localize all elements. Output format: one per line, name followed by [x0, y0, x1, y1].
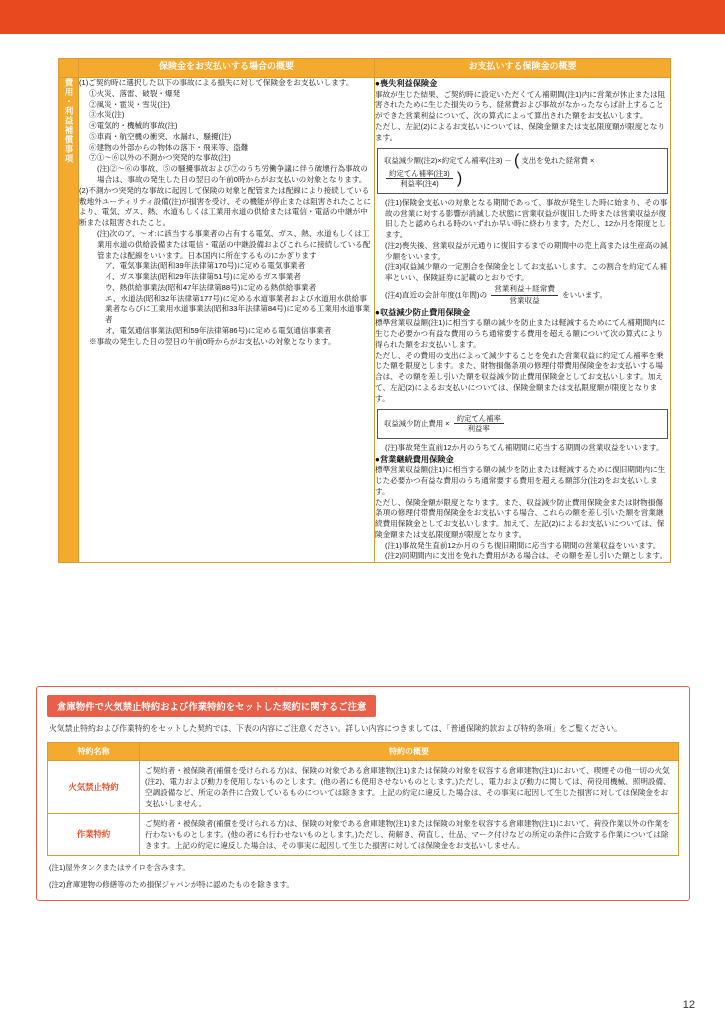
- table-corner-cell: [59, 59, 79, 78]
- benefit-heading-loss-prevention: ●収益減少防止費用保険金: [375, 307, 471, 317]
- coverage-table: [58, 58, 671, 563]
- notice-title: 倉庫物件で火気禁止特約および作業特約をセットした契約に関するご注意: [47, 695, 376, 717]
- benefit-note: (注2)同期間内に支出を免れた費用がある場合は、その額を差し引いた額とします。: [385, 551, 668, 561]
- case-note-asterisk: ※事故の発生した日の翌日の午前0時からがお支払いの対象となります。: [89, 336, 336, 346]
- clause-name-fire-prohibition: 火気禁止特約: [48, 760, 140, 813]
- benefit-note: (注1)事故発生直前12か月のうち復旧期間に応当する期間の営業収益をいいます。: [385, 540, 661, 550]
- case-item: ⑤車両・航空機の衝突、水漏れ、騒擾(注): [89, 131, 232, 141]
- formula-times: ×: [589, 155, 595, 165]
- benefit-paragraph: ただし、その費用の支出によって減少することを免れた営業収益に約定てん補率を乗じた額を限度とします。また、財物損傷条項の修理付帯費用保険金をお支払いする場合は、その額を差し引いた額を収益減少防止費用保険金としてお支払いします。加えて、左記(2)によるお支払いについては、保険金額または支払限度額が限度となります。: [375, 350, 664, 403]
- column-header-clause-desc: 特約の概要: [140, 742, 679, 760]
- table-row: [48, 760, 679, 813]
- formula-lost-profit: [377, 148, 668, 194]
- case-item: ①火災、落雷、破裂・爆発: [89, 88, 181, 98]
- case-note-sub: エ、水道法(昭和32年法律第177号)に定める水道事業者および水道用水供給事業者ならびに工業用水道事業法(昭和33年法律第84号)に定める工業用水道事業者: [105, 293, 370, 325]
- note-fraction: [491, 284, 558, 307]
- benefit-paragraph: ただし、左記(2)によるお支払いについては、保険金額または支払限度額が限度となります。: [375, 121, 666, 142]
- formula-lead: 収益減少防止費用 ×: [384, 418, 450, 428]
- page-top-accent-bar: [0, 0, 725, 34]
- formula-minus: －: [504, 155, 512, 165]
- formula-inner-left: 支出を免れた経常費: [521, 155, 588, 165]
- benefit-paragraph: 事故が生じた結果、ご契約時に設定いただくてん補期間(注1)内に営業が休止または阻害されたために生じた損失のうち、経常費および事故がなかったならば計上することができた営業利益について、次の算式によって算出された額をお支払いします。: [375, 89, 666, 121]
- case-item: ⑦①～⑥以外の不測かつ突発的な事故(注): [89, 153, 231, 163]
- page-top-accent-block: [0, 0, 38, 34]
- clause-desc-fire-prohibition: ご契約者・被保険者(補償を受けられる方)は、保険の対象である倉庫建物(注1)または保険の対象を収容する倉庫建物(注1)において、喫煙その他一切の火気(注2)、電力および動力を使用しないものとします。(他の者にも使用させないものとします。)ただし、電力および動力に関しては、荷役用機械、照明設備、空調設備など、所定の条件に合致しているものについては除きます。上記の約定に違反した場合は、その事実に起因して生じた損害に対しては保険金をお支払いしません。: [140, 760, 679, 813]
- benefit-paragraph: ただし、保険金額が限度となります。また、収益減少防止費用保険金または財物損傷条項の修理付帯費用保険金をお支払いする場合、これらの額を差し引いた額を営業継続費用保険金としてお支払いします。加えて、左記(2)によるお支払いについては、保険金額または支払限度額が限度となります。: [375, 497, 665, 539]
- benefit-heading-business-continuation: ●営業継続費用保険金: [375, 454, 454, 464]
- payment-amount-cell: [375, 78, 671, 563]
- clause-name-work-clause: 作業特約: [48, 813, 140, 855]
- table-row: [48, 813, 679, 855]
- column-header-payment-cases: 保険金をお支払いする場合の概要: [79, 59, 375, 78]
- coverage-table-body-row: [59, 78, 671, 563]
- special-clause-header-row: [48, 742, 679, 760]
- case-note-sub: オ、電気通信事業法(昭和59年法律第86号)に定める電気通信事業者: [105, 325, 332, 335]
- formula-paren-close: ): [456, 169, 463, 187]
- formula-fraction-denominator: 利益率: [467, 424, 490, 434]
- formula-fraction: [454, 414, 504, 434]
- formula-fraction-numerator: 約定てん補率: [454, 414, 504, 425]
- benefit-note: (注)事故発生直前12か月のうちてん補期間に応当する期間の営業収益をいいます。: [385, 442, 664, 452]
- column-header-clause-name: 特約名称: [48, 742, 140, 760]
- formula-lead: 収益減少額(注2)×約定てん補率(注3): [384, 155, 503, 165]
- case-item: ②風災・雹災・雪災(注): [89, 99, 170, 109]
- section-side-label-text: 費用・利益補償事項: [64, 78, 74, 164]
- case-item: (1)ご契約時に選択した以下の事故による損失に対して保険金をお支払いします。: [79, 78, 354, 87]
- notice-footnote: (注1)屋外タンクまたはサイロを含みます。: [49, 862, 190, 872]
- payment-cases-cell: [79, 78, 375, 563]
- section-side-label: [59, 78, 79, 563]
- benefit-note-with-formula: [375, 284, 670, 307]
- case-note-sub: ア、電気事業法(昭和39年法律第170号)に定める電気事業者: [105, 261, 306, 271]
- note-fraction-numerator: 営業利益＋経常費: [491, 284, 558, 296]
- notice-footnote: (注2)倉庫建物の修繕等のため損保ジャパンが特に認めたものを除きます。: [49, 880, 294, 890]
- case-item: ③水災(注): [89, 110, 125, 120]
- clause-desc-work-clause: ご契約者・被保険者(補償を受けられる方)は、保険の対象である倉庫建物(注1)または保険の対象を収容する倉庫建物(注1)において、荷役作業以外の作業を行わないものとします。(他の者にも行わせないものとします。)ただし、荷解き、荷直し、仕品、マーク付けなどの所定の条件に合致する作業については除きます。上記の約定に違反した場合は、その事実に起因して生じた損害に対しては保険金をお支払いしません。: [140, 813, 679, 855]
- case-note-sub: ウ、熱供給事業法(昭和47年法律第88号)に定める熱供給事業者: [105, 282, 317, 292]
- case-item: ⑥建物の外部からの物体の落下・飛来等、盗難: [89, 142, 249, 152]
- benefit-note-text: (注4)直近の会計年度(1年間)の: [385, 290, 488, 300]
- benefit-paragraph: 標準営業収益額(注1)に相当する額の減少を防止または軽減するためにてん補期間内に生じた必要かつ有益な費用のうち通常要する費用を超える額について次の算式により得られた額をお支払いします。: [375, 318, 666, 349]
- case-note: (注)②～⑥の事故、⑤の騒擾事故および⑦のうち労働争議に伴う破壊行為事故の場合は、事故の発生した日の翌日の午前0時からがお支払いの対象となります。: [97, 164, 368, 185]
- special-clause-table: [47, 742, 679, 856]
- formula-fraction-numerator: 約定てん補率(注3): [386, 169, 453, 180]
- formula-loss-prevention: [377, 409, 668, 439]
- case-note-sub: イ、ガス事業法(昭和29年法律第51号)に定めるガス事業者: [105, 272, 301, 282]
- note-fraction-tail: をいいます。: [562, 290, 608, 300]
- benefit-note: (注2)喪失後、営業収益が元通りに復旧するまでの期間中の売上高または生産高の減少額をいいます。: [385, 240, 668, 261]
- formula-paren-open: (: [514, 151, 520, 169]
- formula-fraction: [386, 169, 453, 189]
- page-number: 12: [682, 999, 695, 1011]
- benefit-note: (注3)収益減少額の一定割合を保険金としてお支払いします。この割合を約定てん補率といい、保険証券に記載のとおりです。: [385, 262, 668, 283]
- column-header-payment-amount: お支払いする保険金の概要: [375, 59, 671, 78]
- case-item: (2)不測かつ突発的な事故に起因して保険の対象と配管または配線により接続している敷地外ユーティリティ設備(注)が損害を受け、その機能が停止または阻害されたことにより、電気、ガス、熱、水道もしくは工業用水道の供給または電信・電話の中継が中断または阻害されたこと。: [79, 185, 371, 228]
- coverage-table-header-row: [59, 59, 671, 78]
- benefit-note: (注1)保険金支払いの対象となる期間であって、事故が発生した時に始まり、その事故の営業に対する影響が消滅した状態に営業収益が復旧した時または営業収益が復旧したと認められる時のいずれか早い時に終わります。ただし、12か月を限度とします。: [385, 197, 668, 240]
- note-fraction-denominator: 営業収益: [509, 295, 540, 305]
- formula-fraction-denominator: 利益率(注4): [400, 179, 439, 189]
- benefit-heading-lost-profit: ●喪失利益保険金: [375, 79, 438, 88]
- warehouse-notice-box: [36, 686, 690, 901]
- case-item: ④電気的・機械的事故(注): [89, 121, 178, 131]
- case-note: (注)次のア、～オ:に該当する事業者の占有する電気、ガス、熱、水道もしくは工業用水道の供給設備または電信・電話の中継設備およびこれらに接続している配管または配線をいいます。日本国内に所在するものにかぎります: [97, 228, 371, 260]
- notice-lead-text: 火気禁止特約および作業特約をセットした契約では、下表の内容にご注意ください。詳しい内容につきましては、「普通保険約款および特約条項」をご覧ください。: [49, 724, 622, 733]
- benefit-paragraph: 標準営業収益額(注1)に相当する額の減少を防止または軽減するために復旧期間内に生じた必要かつ有益な費用のうち通常要する費用を超える額部分(注2)をお支払いします。: [375, 465, 666, 496]
